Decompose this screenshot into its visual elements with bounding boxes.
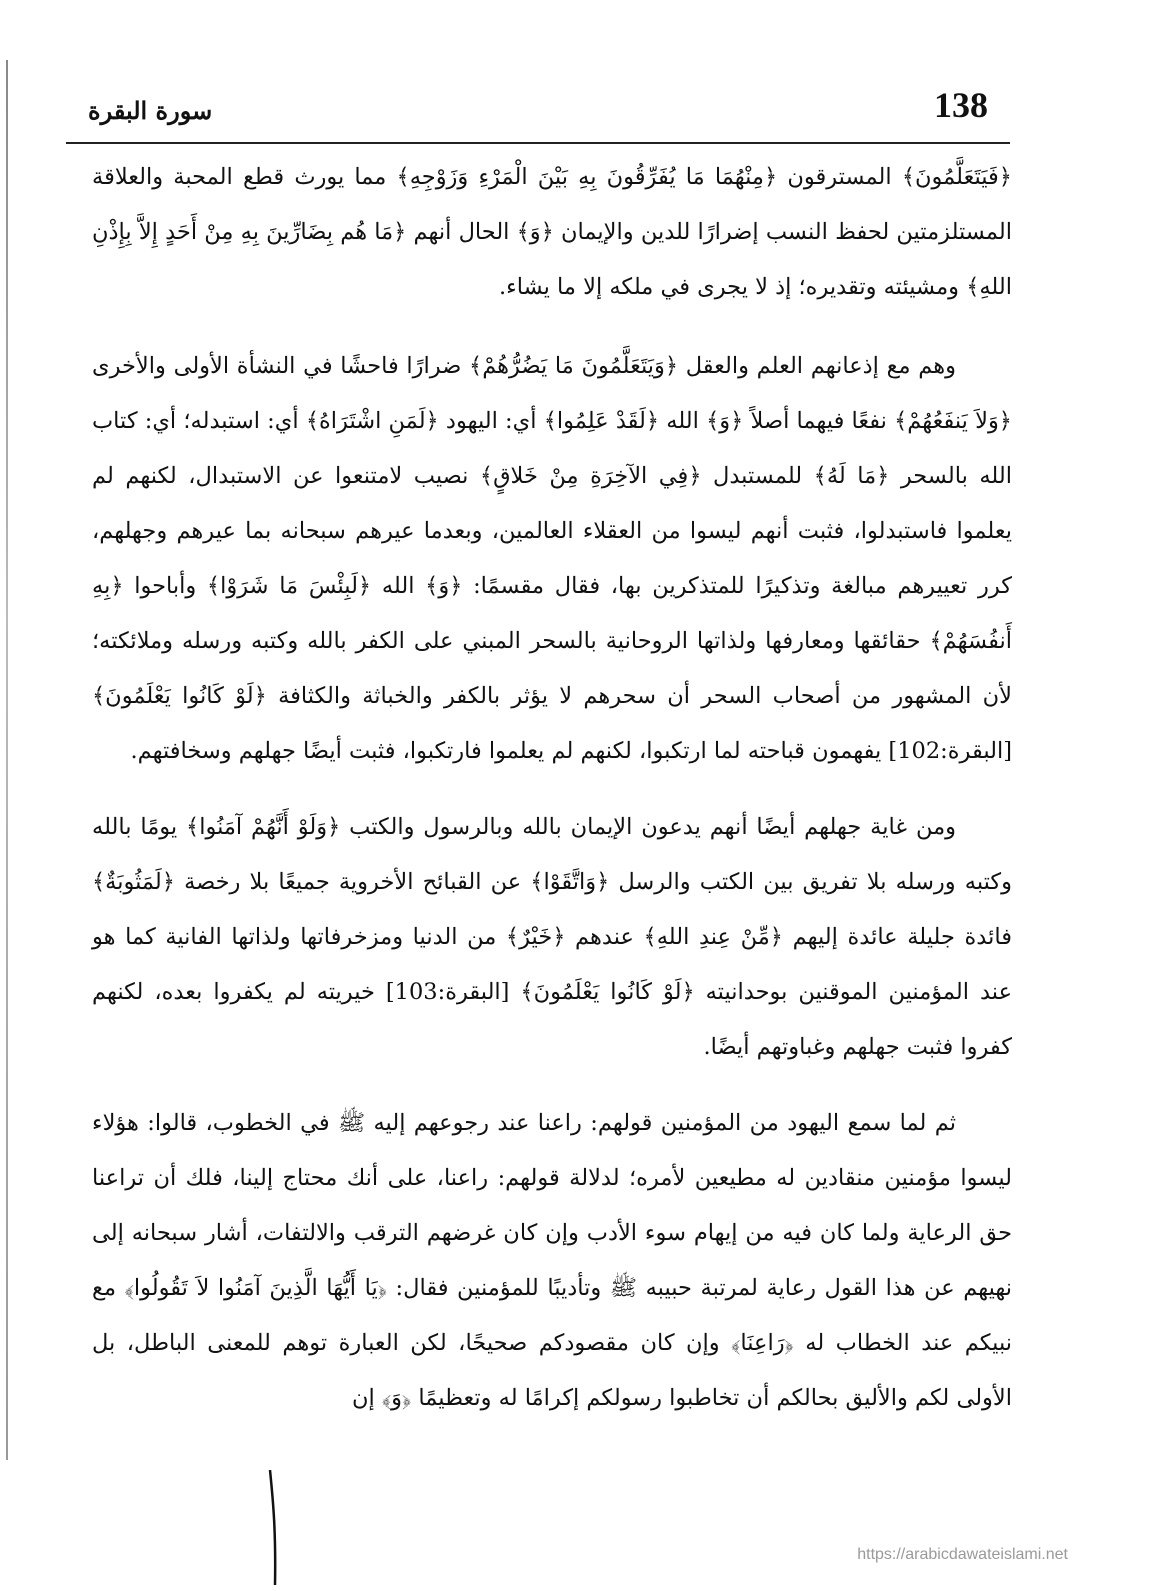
watermark: https://arabicdawateislami.net: [857, 1546, 1068, 1563]
paragraph-1: ﴿فَيَتَعَلَّمُونَ﴾ المسترقون ﴿مِنْهُمَا مَا يُفَرِّقُونَ بِهِ بَيْنَ الْمَرْءِ وَزَوْجِهِ﴾ مما يورث قطع المحبة والعلاقة المستلزمتين لحفظ النسب إضرارًا للدين والإيمان ﴿وَ﴾ الحال أنهم ﴿مَا هُم بِضَارِّينَ بِهِ مِنْ أَحَدٍ إِلاَّ بِإِذْنِ اللهِ﴾ ومشيئته وتقديره؛ إذ لا يجرى في ملكه إلا ما يشاء.: [92, 164, 1012, 300]
pen-mark: [264, 1470, 282, 1585]
paragraph-4: ثم لما سمع اليهود من المؤمنين قولهم: راعنا عند رجوعهم إليه ﷺ في الخطوب، قالوا: هؤلاء ليسوا مؤمنين منقادين له مطيعين لأمره؛ لدلالة قولهم: راعنا، على أنك محتاج إلينا، فلك أن تراعنا حق الرعاية ولما كان فيه من إيهام سوء الأدب وإن كان غرضهم الترقب والالتفات، أشار سبحانه إلى نهيهم عن هذا القول رعاية لمرتبة حبيبه ﷺ وتأديبًا للمؤمنين فقال: ﴿يَا أَيُّهَا الَّذِينَ آمَنُوا لاَ تَقُولُوا﴾ مع نبيكم عند الخطاب له ﴿رَاعِنَا﴾ وإن كان مقصودكم صحيحًا، لكن العبارة توهم للمعنى الباطل، بل الأولى لكم والأليق بحالكم أن تخاطبوا رسولكم إكرامًا له وتعظيمًا ﴿وَ﴾ إن: [92, 1110, 1012, 1411]
page-edge-shadow: [6, 60, 8, 1460]
paragraph-2: وهم مع إذعانهم العلم والعقل ﴿وَيَتَعَلَّمُونَ مَا يَضُرُّهُمْ﴾ ضرارًا فاحشًا في النشأة الأولى والأخرى ﴿وَلاَ يَنفَعُهُمْ﴾ نفعًا فيهما أصلاً ﴿وَ﴾ الله ﴿لَقَدْ عَلِمُوا﴾ أي: اليهود ﴿لَمَنِ اشْتَرَاهُ﴾ أي: استبدله؛ أي: كتاب الله بالسحر ﴿مَا لَهُ﴾ للمستبدل ﴿فِي الآخِرَةِ مِنْ خَلاقٍ﴾ نصيب لامتنعوا عن الاستبدال، لكنهم لم يعلموا فاستبدلوا، فثبت أنهم ليسوا من العقلاء العالمين، وبعدما عيرهم سبحانه بما عيرهم وجهلهم، كرر تعييرهم مبالغة وتذكيرًا للمتذكرين بها، فقال مقسمًا: ﴿وَ﴾ الله ﴿لَبِئْسَ مَا شَرَوْا﴾ وأباحوا ﴿بِهِ أَنفُسَهُمْ﴾ حقائقها ومعارفها ولذاتها الروحانية بالسحر المبني على الكفر بالله وكتبه ورسله وملائكته؛ لأن المشهور من أصحاب السحر أن سحرهم لا يؤثر بالكفر والخباثة والكثافة ﴿لَوْ كَانُوا يَعْلَمُونَ﴾ [البقرة:102] يفهمون قباحته لما ارتكبوا، لكنهم لم يعلموا فارتكبوا، فثبت أيضًا جهلهم وسخافتهم.: [92, 353, 1012, 764]
paragraph-3: ومن غاية جهلهم أيضًا أنهم يدعون الإيمان بالله وبالرسول والكتب ﴿وَلَوْ أَنَّهُمْ آمَنُوا﴾ يومًا بالله وكتبه ورسله بلا تفريق بين الكتب والرسل ﴿وَاتَّقَوْا﴾ عن القبائح الأخروية جميعًا بلا رخصة ﴿لَمَثُوبَةٌ﴾ فائدة جليلة عائدة إليهم ﴿مِّنْ عِندِ اللهِ﴾ عندهم ﴿خَيْرٌ﴾ من الدنيا ومزخرفاتها ولذاتها الفانية كما هو عند المؤمنين الموقنين بوحدانيته ﴿لَوْ كَانُوا يَعْلَمُونَ﴾ [البقرة:103] خيريته لم يكفروا بعده، لكنهم كفروا فثبت جهلهم وغباوتهم أيضًا.: [92, 814, 1012, 1060]
surah-title: سورة البقرة: [88, 96, 213, 125]
page-header: [66, 82, 1010, 144]
page-number: 138: [934, 85, 988, 125]
body-text: [92, 150, 1012, 1426]
